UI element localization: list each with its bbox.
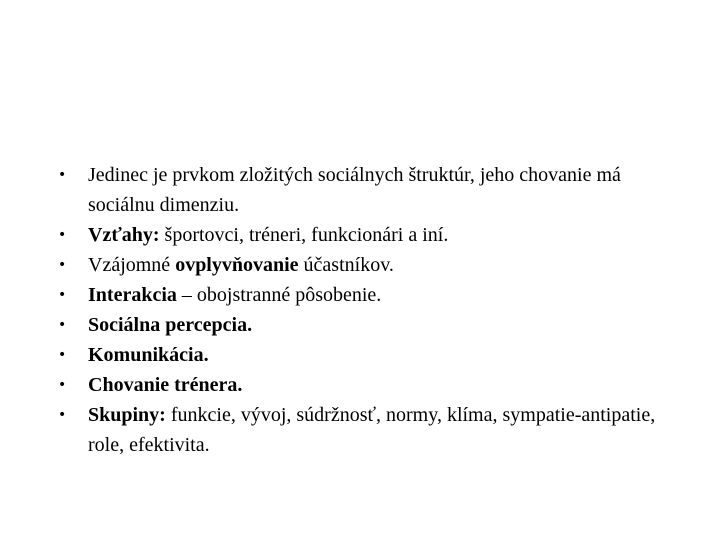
item-bold-text: Komunikácia.: [88, 344, 209, 366]
item-bold-text: Sociálna percepcia.: [88, 314, 253, 336]
bullet-marker: •: [58, 257, 67, 273]
item-text: účastníkov.: [298, 254, 394, 276]
bullet-item-communication: [58, 340, 678, 370]
item-text: funkcie, vývoj, súdržnosť, normy, klíma, sympatie-antipatie, role, efektivita.: [88, 404, 656, 456]
item-text: Jedinec je prvkom zložitých sociálnych štruktúr, jeho chovanie má sociálnu dimenziu.: [88, 164, 621, 216]
bullet-marker: •: [58, 377, 67, 393]
bullet-item-relations: [58, 220, 678, 250]
item-bold-text: Chovanie trénera.: [88, 374, 243, 396]
bullet-marker: •: [58, 167, 67, 183]
bullet-marker: •: [58, 347, 67, 363]
bullet-marker: •: [58, 287, 67, 303]
bullet-item-coach-behavior: [58, 370, 678, 400]
bullet-item-individual: [58, 160, 678, 220]
item-bold-text: Vzťahy:: [88, 224, 160, 246]
bullet-item-perception: [58, 310, 678, 340]
item-bold-text: ovplyvňovanie: [175, 254, 299, 276]
bullet-marker: •: [58, 227, 67, 243]
bullet-item-groups: [58, 400, 678, 460]
bullet-item-interaction: [58, 280, 678, 310]
item-bold-text: Interakcia: [88, 284, 177, 306]
item-text-prefix: Vzájomné: [88, 254, 176, 276]
bullet-item-influence: [58, 250, 678, 280]
bullet-marker: •: [58, 407, 67, 423]
item-bold-text: Skupiny:: [88, 404, 166, 426]
item-text: športovci, tréneri, funkcionári a iní.: [159, 224, 449, 246]
bullet-list: [58, 160, 678, 460]
bullet-marker: •: [58, 317, 67, 333]
item-text: – obojstranné pôsobenie.: [176, 284, 382, 306]
